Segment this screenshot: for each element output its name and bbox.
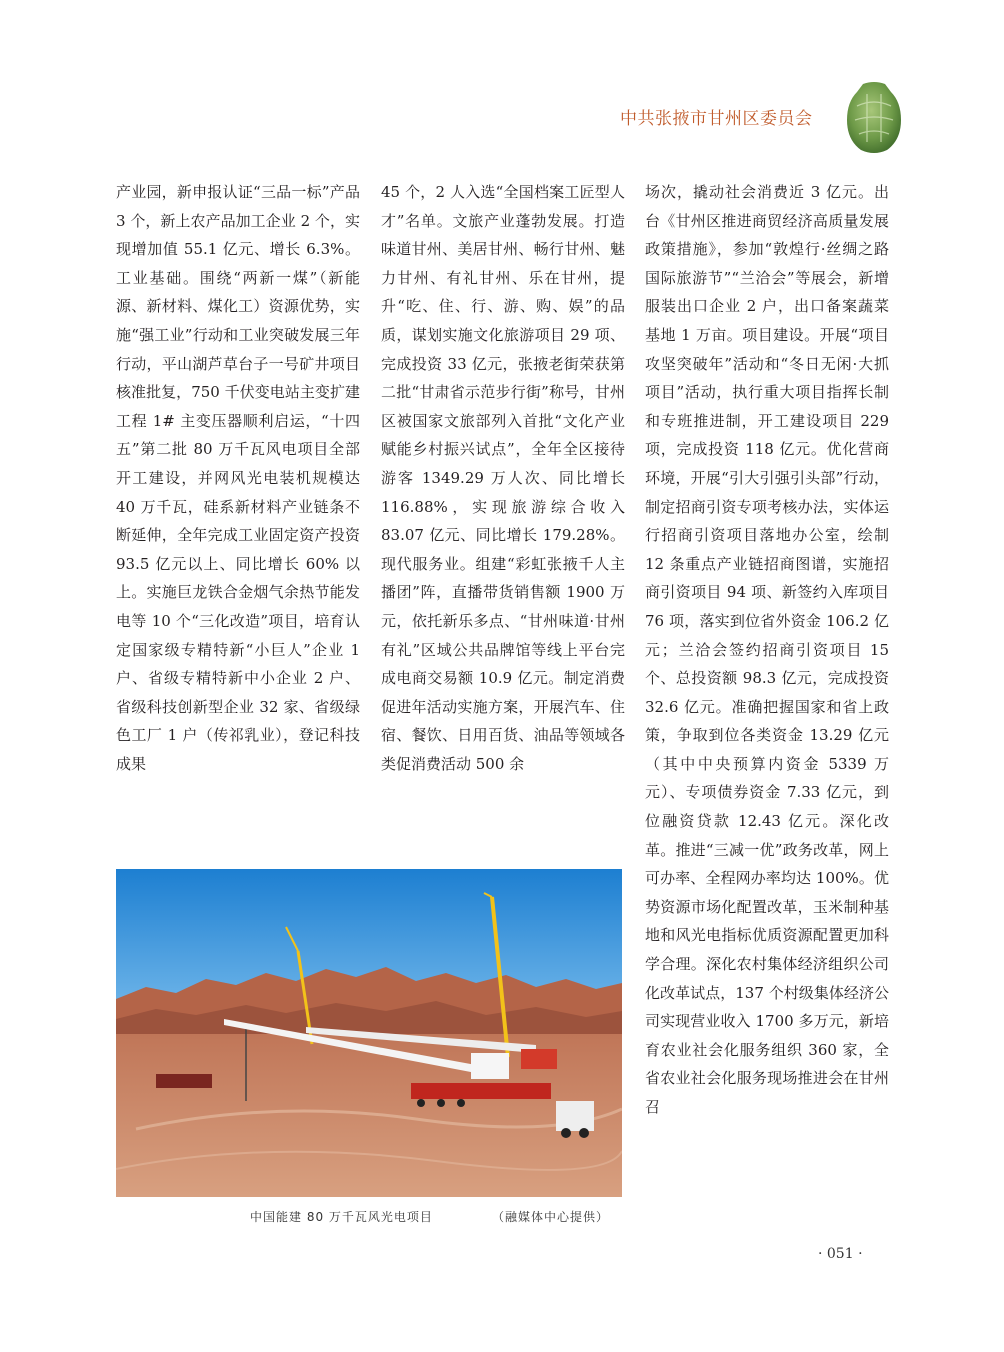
wind-turbine-construction-photo [116, 869, 622, 1197]
text-column-3 [645, 178, 889, 1122]
column-1-text: 产业园，新申报认证“三品一标”产品 3 个，新上农产品加工企业 2 个，实现增加值 55.1 亿元、增长 6.3%。工业基础。围绕“两新一煤”（新能源、新材料、煤化工）资源优势，实施“强工业”行动和工业突破发展三年行动，平山湖芦草台子一号矿井项目核准批复，750 千伏变电站主变扩建工程 1# 主变压器顺利启运，“十四五”第二批 80 万千瓦风电项目全部开工建设，并网风光电装机规模达 40 万千瓦，硅系新材料产业链条不断延伸，全年完成工业固定资产投资 93.5 亿元以上、同比增长 60% 以上。实施巨龙铁合金烟气余热节能发电等 10 个“三化改造”项目，培育认定国家级专精特新“小巨人”企业 1 户、省级专精特新中小企业 2 户、省级科技创新型企业 32 家、省级绿色工厂 1 户（传祁乳业），登记科技成果 [116, 183, 360, 773]
jade-seal-icon [843, 80, 905, 154]
figure-caption: 中国能建 80 万千瓦风光电项目 [250, 1210, 433, 1224]
column-3-text: 场次，撬动社会消费近 3 亿元。出台《甘州区推进商贸经济高质量发展政策措施》，参加“敦煌行·丝绸之路国际旅游节”“兰洽会”等展会，新增服装出口企业 2 户，出口备案蔬菜基地 1 万亩。项目建设。开展“项目攻坚突破年”活动和“冬日无闲·大抓项目”活动，执行重大项目指挥长制和专班推进制，开工建设项目 229 项，完成投资 118 亿元。优化营商环境，开展“引大引强引头部”行动，制定招商引资专项考核办法，实体运行招商引资项目落地办公室，绘制 12 条重点产业链招商图谱，实施招商引资项目 94 项、新签约入库项目 76 项，落实到位省外资金 106.2 亿元；兰洽会签约招商引资项目 15 个、总投资额 98.3 亿元，完成投资 32.6 亿元。准确把握国家和省上政策，争取到位各类资金 13.29 亿元（其中中央预算内资金 5339 万元）、专项债券资金 7.33 亿元，到位融资贷款 12.43 亿元。深化改革。推进“三减一优”政务改革，网上可办率、全程网办率均达 100%。优势资源市场化配置改革，玉米制种基地和风光电指标优质资源配置更加科学合理。深化农村集体经济组织公司化改革试点，137 个村级集体经济公司实现营业收入 1700 多万元，新培育农业社会化服务组织 360 家，全省农业社会化服务现场推进会在甘州召 [645, 183, 889, 1116]
text-column-2 [381, 178, 625, 778]
column-2-text: 45 个，2 人入选“全国档案工匠型人才”名单。文旅产业蓬勃发展。打造味道甘州、美居甘州、畅行甘州、魅力甘州、有礼甘州、乐在甘州，提升“吃、住、行、游、购、娱”的品质，谋划实施文化旅游项目 29 项、完成投资 33 亿元，张掖老街荣获第二批“甘肃省示范步行街”称号，甘州区被国家文旅部列入首批“文化产业赋能乡村振兴试点”，全年全区接待游客 1349.29 万人次、同比增长 116.88%，实现旅游综合收入 83.07 亿元、同比增长 179.28%。现代服务业。组建“彩虹张掖千人主播团”阵，直播带货销售额 1900 万元，依托新乐多点、“甘州味道·甘州有礼”区域公共品牌馆等线上平台完成电商交易额 10.9 亿元。制定消费促进年活动实施方案，开展汽车、住宿、餐饮、日用百货、油品等领域各类促消费活动 500 余 [381, 183, 625, 773]
page-number: · 051 · [818, 1246, 863, 1262]
text-column-1 [116, 178, 360, 778]
header-title: 中共张掖市甘州区委员会 [620, 109, 813, 129]
figure-credit: （融媒体中心提供） [492, 1210, 610, 1224]
